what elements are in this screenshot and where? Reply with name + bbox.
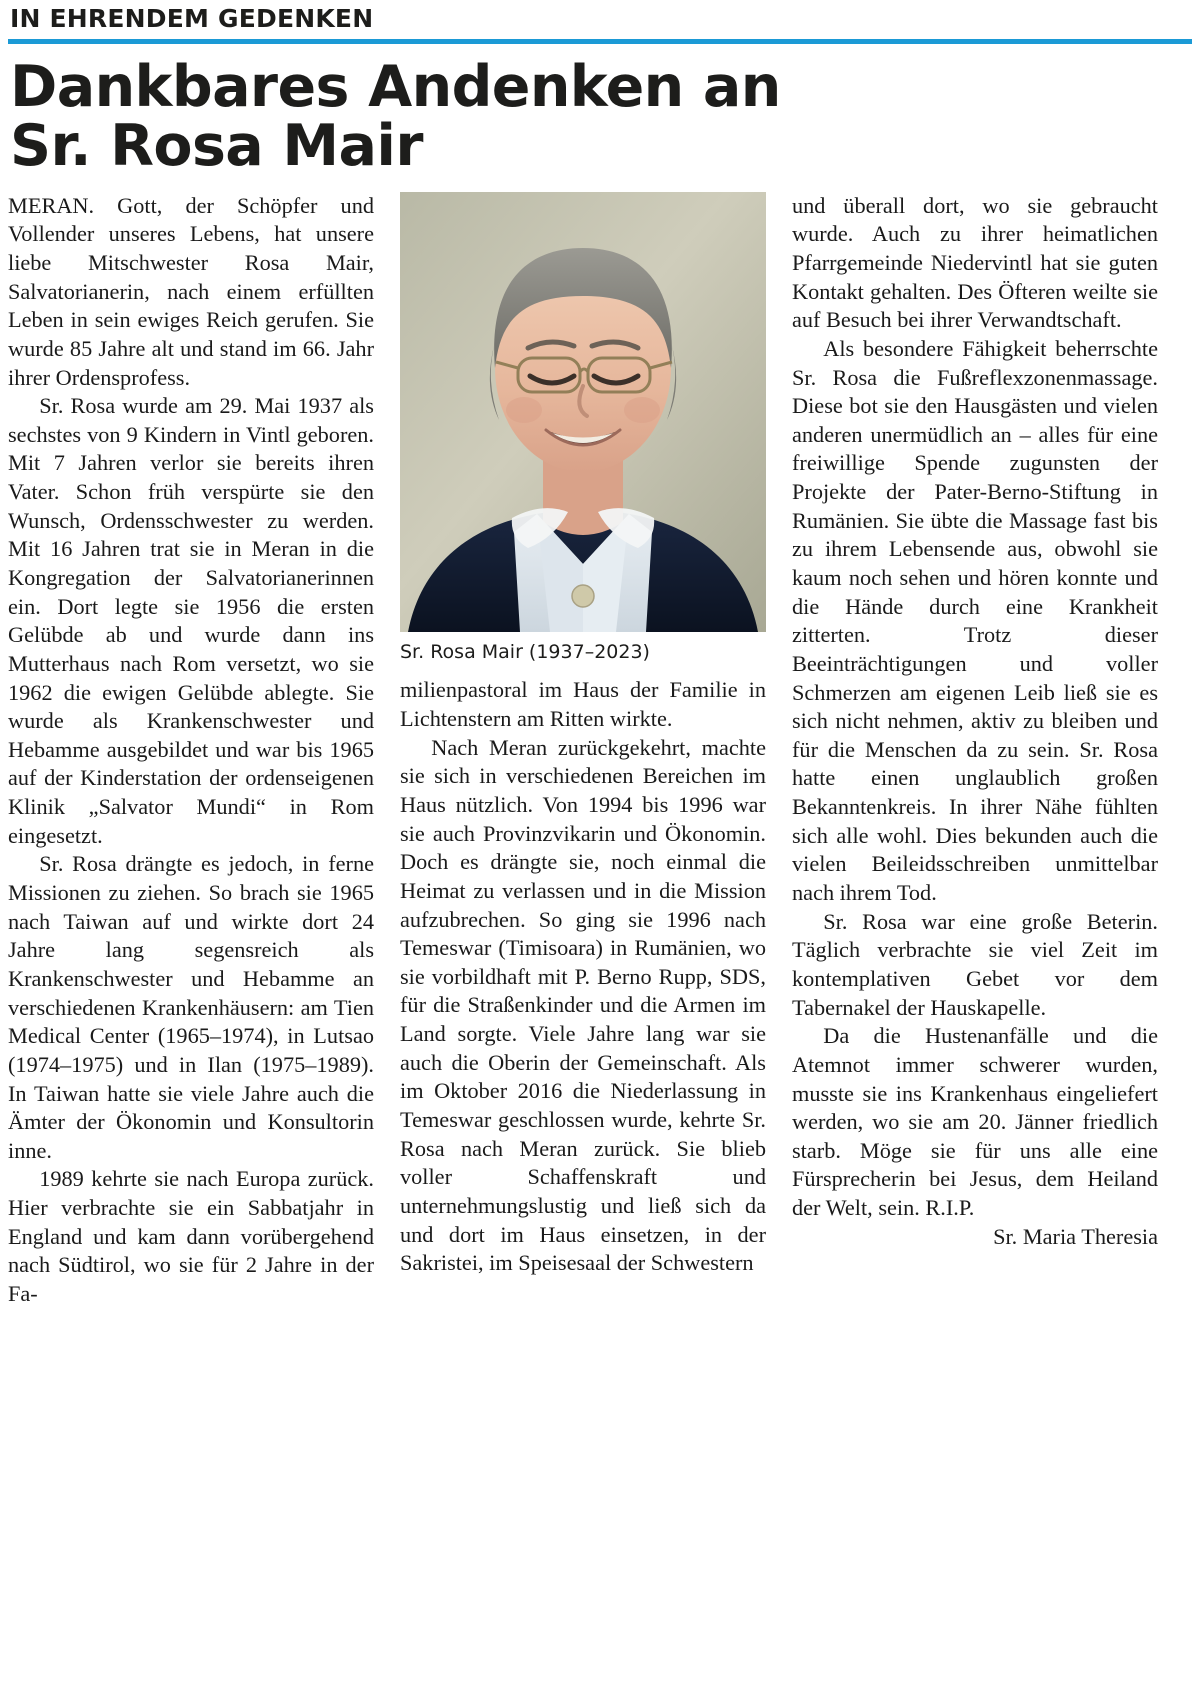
paragraph: Sr. Rosa drängte es jedoch, in ferne Missionen zu ziehen. So brach sie 1965 nach Taiwan auf und wirkte dort 24 Jahre lang segensreich als Krankenschwester und Hebamme an verschiedenen Krankenhäusern: am Tien Medical Center (1965–1974), in Lutsao (1974–1975) und in Ilan (1975–1989). In Taiwan hatte sie viele Jahre auch die Ämter der Ökonomin und Konsultorin inne.: [8, 851, 374, 1163]
paragraph: Nach Meran zurückgekehrt, machte sie sich in verschiedenen Bereichen im Haus nützlich. Von 1994 bis 1996 war sie auch Provinzvikarin und Ökonomin. Doch es drängte sie, noch einmal die Heimat zu verlassen und in die Mission aufzubrechen. So ging sie 1996 nach Temeswar (Timisoara) in Rumänien, wo sie vorbildhaft mit P. Berno Rupp, SDS, für die Straßenkinder und die Armen im Land sorgte. Viele Jahre lang war sie auch die Oberin der Gemeinschaft. Als im Oktober 2016 die Niederlassung in Temeswar geschlossen wurde, kehrte Sr. Rosa nach Meran zurück. Sie blieb voller Schaffenskraft und unternehmungslustig und ließ sich da und dort im Haus einsetzen, in der Sakristei, im Speisesaal der Schwestern: [400, 734, 766, 1276]
section-kicker: IN EHRENDEM GEDENKEN: [10, 4, 374, 33]
paragraph: und überall dort, wo sie gebraucht wurde. Auch zu ihrer heimatlichen Pfarrgemeinde Niedervintl hat sie guten Kontakt gehalten. Des Öfteren weilte sie auf Besuch bei ihrer Verwandtschaft.: [792, 192, 1158, 333]
headline-line-1: Dankbares Andenken an: [10, 54, 781, 121]
headline-line-2: Sr. Rosa Mair: [10, 112, 423, 179]
article-column-3: [792, 192, 1158, 1252]
page-title: [10, 54, 1192, 179]
article-column-2: [400, 192, 766, 1278]
paragraph: Als besondere Fähigkeit beherrschte Sr. Rosa die Fußreflexzonenmassage. Diese bot sie den Hausgästen und vielen anderen unermüdlich an – alles für eine freiwillige Spende zugunsten der Projekte der Pater-Berno-Stiftung in Rumänien. Sie übte die Massage fast bis zu ihrem Lebensende aus, obwohl sie kaum noch sehen und hören konnte und die Hände durch eine Krankheit zitterten. Trotz dieser Beeinträchtigungen und voller Schmerzen am eigenen Leib ließ sie es sich nicht nehmen, aktiv zu bleiben und für die Menschen da zu sein. Sr. Rosa hatte einen unglaublich großen Bekanntenkreis. In ihrer Nähe fühlten sich alle wohl. Dies bekunden auch die vielen Beileidsschreiben unmittelbar nach ihrem Tod.: [792, 335, 1158, 906]
article-column-1: [8, 192, 374, 1309]
paragraph: 1989 kehrte sie nach Europa zurück. Hier verbrachte sie ein Sabbatjahr in England und kam dann vorübergehend nach Südtirol, wo sie für 2 Jahre in der Fa-: [8, 1166, 374, 1306]
paragraph: Sr. Rosa wurde am 29. Mai 1937 als sechstes von 9 Kindern in Vintl geboren. Mit 7 Jahren verlor sie bereits ihren Vater. Schon früh verspürte sie den Wunsch, Ordensschwester zu werden. Mit 16 Jahren trat sie in Meran in die Kongregation der Salvatorianerinnen ein. Dort legte sie 1956 die ersten Gelübde ab und wurde dann ins Mutterhaus nach Rom versetzt, wo sie 1962 die ewigen Gelübde ablegte. Sie wurde als Krankenschwester und Hebamme ausgebildet und war bis 1965 auf der Kinderstation der ordenseigenen Klinik „Salvator Mundi“ in Rom eingesetzt.: [8, 393, 374, 848]
portrait-photo: [400, 192, 766, 632]
photo-caption: Sr. Rosa Mair (1937–2023): [400, 640, 650, 663]
paragraph: Sr. Rosa war eine große Beterin. Täglich verbrachte sie viel Zeit im kontemplativen Gebet vor dem Tabernakel der Hauskapelle.: [792, 908, 1158, 1020]
paragraph: milienpastoral im Haus der Familie in Lichtenstern am Ritten wirkte.: [400, 677, 766, 732]
portrait-figure: [400, 192, 766, 665]
portrait-illustration: [400, 192, 766, 632]
accent-rule: [8, 39, 1192, 44]
article-columns: [8, 192, 1192, 1309]
author-signature: Sr. Maria Theresia: [993, 1223, 1158, 1249]
paragraph: MERAN. Gott, der Schöpfer und Vollender unseres Lebens, hat unsere liebe Mitschwester Rosa Mair, Salvatorianerin, nach einem erfüllten Leben in sein ewiges Reich gerufen. Sie wurde 85 Jahre alt und stand im 66. Jahr ihrer Ordensprofess.: [8, 192, 374, 390]
paragraph: Da die Hustenanfälle und die Atemnot immer schwerer wurden, musste sie ins Krankenhaus eingeliefert werden, wo sie am 20. Jänner friedlich starb. Möge sie für uns alle eine Fürsprecherin bei Jesus, dem Heiland der Welt, sein. R.I.P.: [792, 1023, 1158, 1221]
